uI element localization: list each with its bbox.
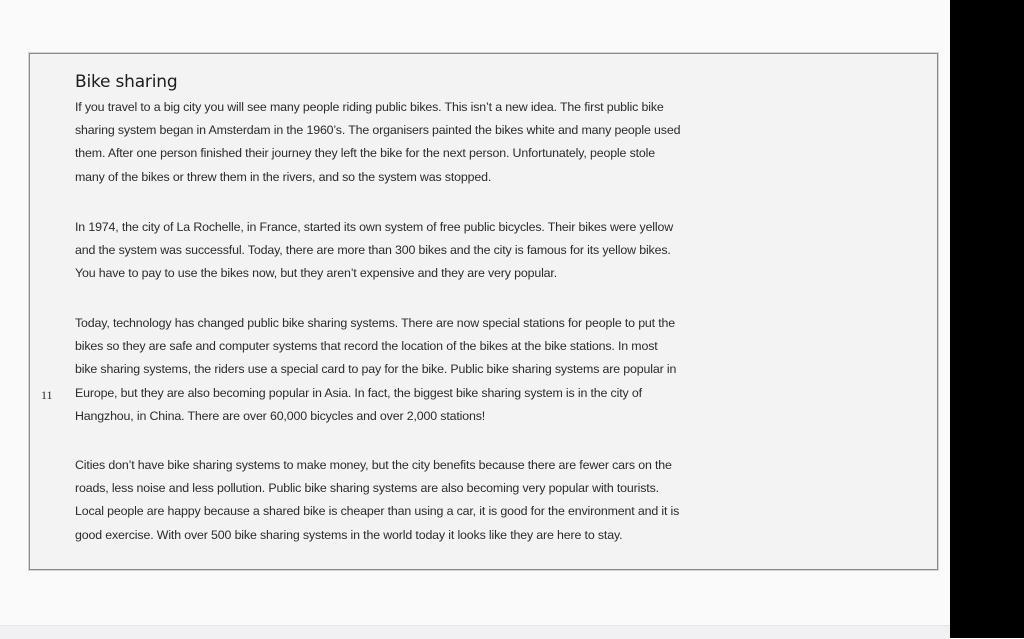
paragraph-line: Today, technology has changed public bike sharing systems. There are now special stations for people to put the — [75, 316, 676, 330]
paragraph-3 — [75, 312, 905, 428]
paragraph-line: roads, less noise and less pollution. Public bike sharing systems are also becoming very popular with tourists. — [75, 481, 659, 496]
paragraph-line: Hangzhou, in China. There are over 60,000 bicycles and over 2,000 stations! — [75, 408, 486, 423]
paragraph-line: You have to pay to use the bikes now, but they aren’t expensive and they are very popular. — [75, 266, 557, 281]
line-number: 11 — [41, 388, 53, 402]
paragraph-line: If you travel to a big city you will see many people riding public bikes. This isn’t a new idea. The first public bike — [75, 100, 664, 114]
paragraph-line: many of the bikes or threw them in the rivers, and so the system was stopped. — [75, 169, 492, 184]
paragraph-line: Local people are happy because a shared bike is cheaper than using a car, it is good for the environment and it is — [75, 504, 680, 519]
paragraph-line: bikes so they are safe and computer systems that record the location of the bikes at the bike stations. In most — [75, 339, 658, 354]
paragraph-1 — [75, 96, 905, 189]
paragraph-line: bike sharing systems, the riders use a special card to pay for the bike. Public bike sharing systems are popular in — [75, 362, 677, 377]
paragraph-line: and the system was successful. Today, there are more than 300 bikes and the city is famous for its yellow bikes. — [75, 243, 671, 258]
paragraph-2 — [75, 216, 905, 286]
paragraph-line: good exercise. With over 500 bike sharing systems in the world today it looks like they are here to stay. — [75, 527, 623, 542]
paragraph-4 — [75, 454, 905, 547]
paragraph-line: Europe, but they are also becoming popular in Asia. In fact, the biggest bike sharing system is in the city of — [75, 385, 642, 400]
bottom-strip — [0, 625, 950, 639]
paragraph-line: them. After one person finished their journey they left the bike for the next person. Unfortunately, people stole — [75, 146, 655, 161]
text-box — [29, 53, 938, 570]
paragraph-line: In 1974, the city of La Rochelle, in France, started its own system of free public bicycles. Their bikes were yellow — [75, 220, 674, 234]
black-side-panel — [950, 0, 1024, 638]
paragraph-line: Cities don’t have bike sharing systems to make money, but the city benefits because there are fewer cars on the — [75, 458, 672, 472]
document-title: Bike sharing — [75, 72, 178, 92]
paragraph-line: sharing system began in Amsterdam in the 1960’s. The organisers painted the bikes white and many people used — [75, 123, 681, 138]
